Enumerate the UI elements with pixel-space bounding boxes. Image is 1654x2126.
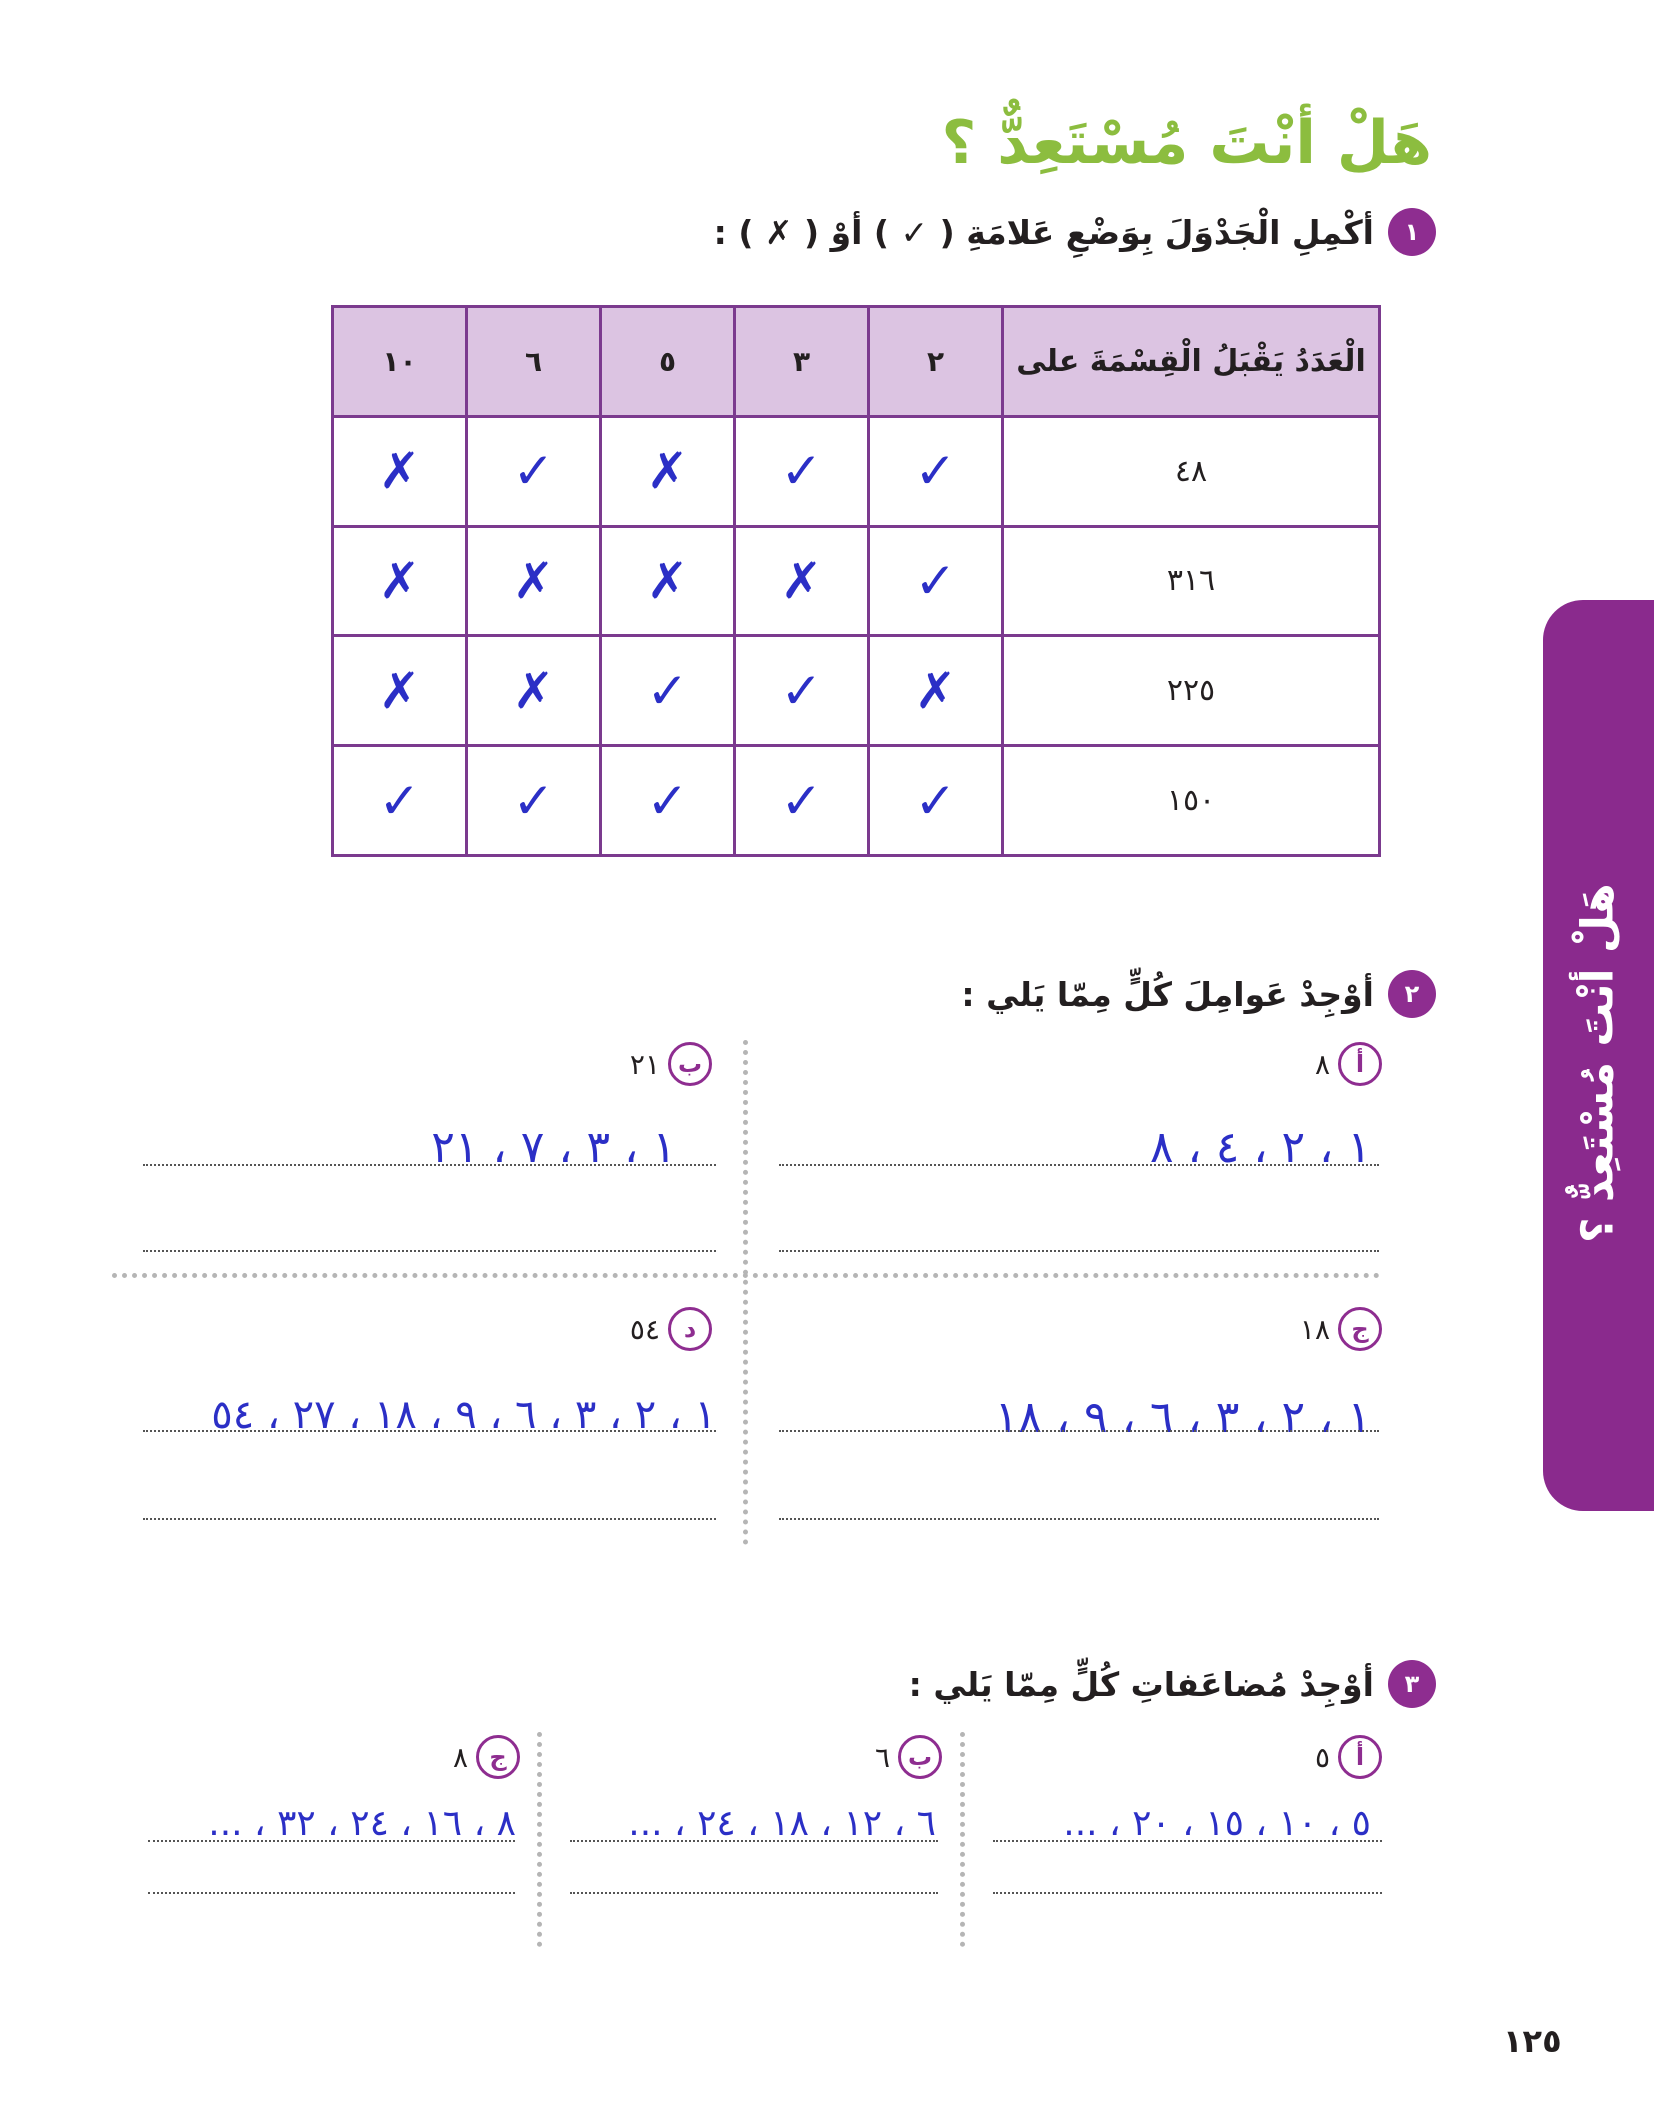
handwritten-answer: ٦ ، ١٢ ، ١٨ ، ٢٤ ، ... xyxy=(628,1803,936,1844)
multiple-item-c xyxy=(453,1735,520,1779)
table-header-row xyxy=(333,307,1380,417)
divisor-header: ٣ xyxy=(735,307,869,417)
handwritten-answer: ١ ، ٢ ، ٣ ، ٦ ، ٩ ، ١٨ ، ٢٧ ، ٥٤ xyxy=(211,1392,716,1438)
answer-mark: ✓ xyxy=(512,442,555,501)
divisibility-table xyxy=(331,305,1381,857)
answer-cell[interactable] xyxy=(869,746,1003,856)
answer-cell[interactable] xyxy=(467,416,601,526)
row-number: ٤٨ xyxy=(1003,416,1380,526)
divisor-header: ٥ xyxy=(601,307,735,417)
vertical-separator xyxy=(960,1732,965,1947)
divisor-header: ٦ xyxy=(467,307,601,417)
answer-line[interactable] xyxy=(779,1518,1379,1520)
item-badge: د xyxy=(668,1307,712,1351)
answer-line[interactable] xyxy=(570,1840,938,1842)
question-3-header xyxy=(909,1660,1436,1708)
table-row xyxy=(333,526,1380,636)
answer-cell[interactable] xyxy=(333,636,467,746)
item-badge: ج xyxy=(476,1735,520,1779)
item-badge: أ xyxy=(1338,1735,1382,1779)
multiple-item-a xyxy=(1315,1735,1382,1779)
factor-item-b xyxy=(630,1042,712,1086)
answer-mark: ✓ xyxy=(914,442,957,501)
answer-line[interactable] xyxy=(143,1430,716,1432)
answer-cell[interactable] xyxy=(735,746,869,856)
question-1-number: ١ xyxy=(1388,208,1436,256)
answer-line[interactable] xyxy=(993,1840,1382,1842)
answer-mark: ✓ xyxy=(646,661,689,720)
answer-cell[interactable] xyxy=(601,746,735,856)
side-tab-label: هَلْ أنْتَ مُسْتَعِدٌّ ؟ xyxy=(1572,883,1624,1243)
answer-cell[interactable] xyxy=(735,526,869,636)
vertical-separator xyxy=(743,1040,748,1545)
answer-mark: ✗ xyxy=(378,661,421,720)
answer-line[interactable] xyxy=(143,1518,716,1520)
answer-line[interactable] xyxy=(143,1250,716,1252)
answer-cell[interactable] xyxy=(467,526,601,636)
divisor-header: ١٠ xyxy=(333,307,467,417)
item-value: ٨ xyxy=(1314,1047,1330,1081)
factor-item-a xyxy=(1315,1042,1382,1086)
factor-item-d xyxy=(630,1307,712,1351)
question-3-number: ٣ xyxy=(1388,1660,1436,1708)
question-2-text: أوْجِدْ عَوامِلَ كُلٍّ مِمّا يَلي : xyxy=(961,974,1374,1014)
answer-cell[interactable] xyxy=(869,526,1003,636)
row-number: ١٥٠ xyxy=(1003,746,1380,856)
answer-cell[interactable] xyxy=(333,416,467,526)
page-number: ١٢٥ xyxy=(1503,2022,1562,2060)
divisor-header: ٢ xyxy=(869,307,1003,417)
answer-cell[interactable] xyxy=(601,526,735,636)
answer-cell[interactable] xyxy=(467,746,601,856)
item-value: ٨ xyxy=(452,1740,468,1774)
answer-cell[interactable] xyxy=(601,416,735,526)
answer-cell[interactable] xyxy=(467,636,601,746)
answer-mark: ✓ xyxy=(780,442,823,501)
answer-mark: ✓ xyxy=(512,771,555,830)
answer-cell[interactable] xyxy=(333,746,467,856)
answer-mark: ✓ xyxy=(646,771,689,830)
page-title: هَلْ أنْتَ مُسْتَعِدٌّ ؟ xyxy=(941,108,1432,178)
multiple-item-b xyxy=(875,1735,942,1779)
handwritten-answer: ١ ، ٣ ، ٧ ، ٢١ xyxy=(431,1122,676,1173)
item-badge: ب xyxy=(668,1042,712,1086)
table-row xyxy=(333,636,1380,746)
answer-cell[interactable] xyxy=(601,636,735,746)
item-badge: ب xyxy=(898,1735,942,1779)
row-number: ٣١٦ xyxy=(1003,526,1380,636)
handwritten-answer: ٥ ، ١٠ ، ١٥ ، ٢٠ ، ... xyxy=(1063,1803,1371,1844)
question-2-number: ٢ xyxy=(1388,970,1436,1018)
answer-mark: ✓ xyxy=(914,551,957,610)
answer-cell[interactable] xyxy=(869,636,1003,746)
item-value: ١٨ xyxy=(1299,1312,1330,1346)
answer-mark: ✗ xyxy=(512,551,555,610)
answer-mark: ✗ xyxy=(378,442,421,501)
question-2-header xyxy=(961,970,1436,1018)
item-value: ٥ xyxy=(1314,1740,1330,1774)
answer-mark: ✗ xyxy=(378,551,421,610)
table-row xyxy=(333,746,1380,856)
item-badge: ج xyxy=(1338,1307,1382,1351)
item-value: ٦ xyxy=(874,1740,890,1774)
answer-mark: ✗ xyxy=(914,661,957,720)
item-value: ٢١ xyxy=(629,1047,660,1081)
answer-cell[interactable] xyxy=(735,636,869,746)
answer-cell[interactable] xyxy=(869,416,1003,526)
item-badge: أ xyxy=(1338,1042,1382,1086)
handwritten-answer: ١ ، ٢ ، ٤ ، ٨ xyxy=(1149,1122,1371,1173)
table-header-label: الْعَدَدُ يَقْبَلُ الْقِسْمَةَ على xyxy=(1003,307,1380,417)
answer-cell[interactable] xyxy=(735,416,869,526)
answer-line[interactable] xyxy=(779,1430,1379,1432)
answer-mark: ✓ xyxy=(780,661,823,720)
question-1-text: أكْمِلِ الْجَدْوَلَ بِوَضْعِ عَلامَةِ ( ✓ ) أوْ ( ✗ ) : xyxy=(713,212,1374,252)
handwritten-answer: ١ ، ٢ ، ٣ ، ٦ ، ٩ ، ١٨ xyxy=(994,1392,1371,1443)
question-1-header xyxy=(714,208,1436,256)
answer-line[interactable] xyxy=(148,1840,515,1842)
answer-line[interactable] xyxy=(143,1164,716,1166)
answer-cell[interactable] xyxy=(333,526,467,636)
factor-item-c xyxy=(1300,1307,1382,1351)
vertical-separator xyxy=(537,1732,542,1947)
answer-line[interactable] xyxy=(779,1250,1379,1252)
answer-mark: ✗ xyxy=(512,661,555,720)
answer-mark: ✓ xyxy=(378,771,421,830)
row-number: ٢٢٥ xyxy=(1003,636,1380,746)
answer-mark: ✗ xyxy=(780,551,823,610)
answer-line[interactable] xyxy=(993,1892,1382,1894)
question-3-text: أوْجِدْ مُضاعَفاتِ كُلٍّ مِمّا يَلي : xyxy=(908,1664,1374,1704)
item-value: ٥٤ xyxy=(629,1312,660,1346)
answer-mark: ✗ xyxy=(646,442,689,501)
answer-line[interactable] xyxy=(570,1892,938,1894)
answer-mark: ✓ xyxy=(914,771,957,830)
answer-line[interactable] xyxy=(779,1164,1379,1166)
handwritten-answer: ٨ ، ١٦ ، ٢٤ ، ٣٢ ، ... xyxy=(208,1803,516,1844)
table-row xyxy=(333,416,1380,526)
answer-line[interactable] xyxy=(148,1892,515,1894)
answer-mark: ✓ xyxy=(780,771,823,830)
answer-mark: ✗ xyxy=(646,551,689,610)
horizontal-separator xyxy=(112,1273,1380,1278)
